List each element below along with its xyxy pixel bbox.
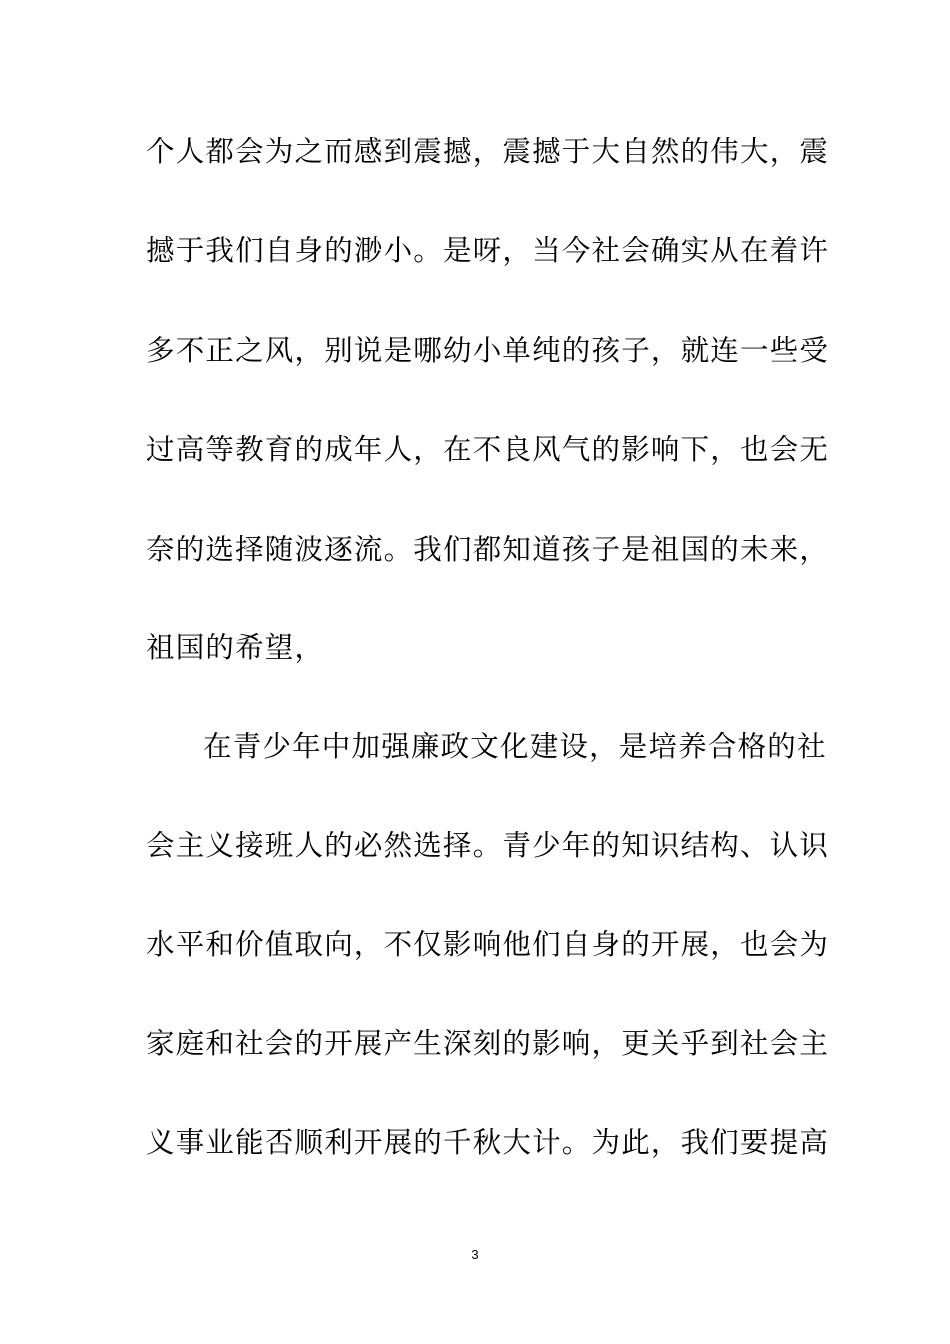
text-line-11: 义事业能否顺利开展的千秋大计。为此，我们要提高	[146, 1126, 830, 1159]
text-line-1: 个人都会为之而感到震撼，震撼于大自然的伟大，震	[146, 135, 830, 168]
paragraph-start-line: 在青少年中加强廉政文化建设，是培养合格的社	[203, 730, 827, 763]
text-line-6: 祖国的希望，	[146, 631, 325, 664]
text-line-8: 会主义接班人的必然选择。青少年的知识结构、认识	[146, 829, 830, 862]
page-number: 3	[471, 1247, 479, 1262]
text-line-10: 家庭和社会的开展产生深刻的影响，更关乎到社会主	[146, 1027, 830, 1060]
text-line-5: 奈的选择随波逐流。我们都知道孩子是祖国的未来，	[146, 533, 830, 566]
text-line-2: 撼于我们自身的渺小。是呀，当今社会确实从在着许	[146, 234, 830, 267]
text-line-4: 过高等教育的成年人，在不良风气的影响下，也会无	[146, 433, 830, 466]
text-line-3: 多不正之风，别说是哪幼小单纯的孩子，就连一些受	[146, 334, 830, 367]
text-line-9: 水平和价值取向，不仅影响他们自身的开展，也会为	[146, 928, 830, 961]
